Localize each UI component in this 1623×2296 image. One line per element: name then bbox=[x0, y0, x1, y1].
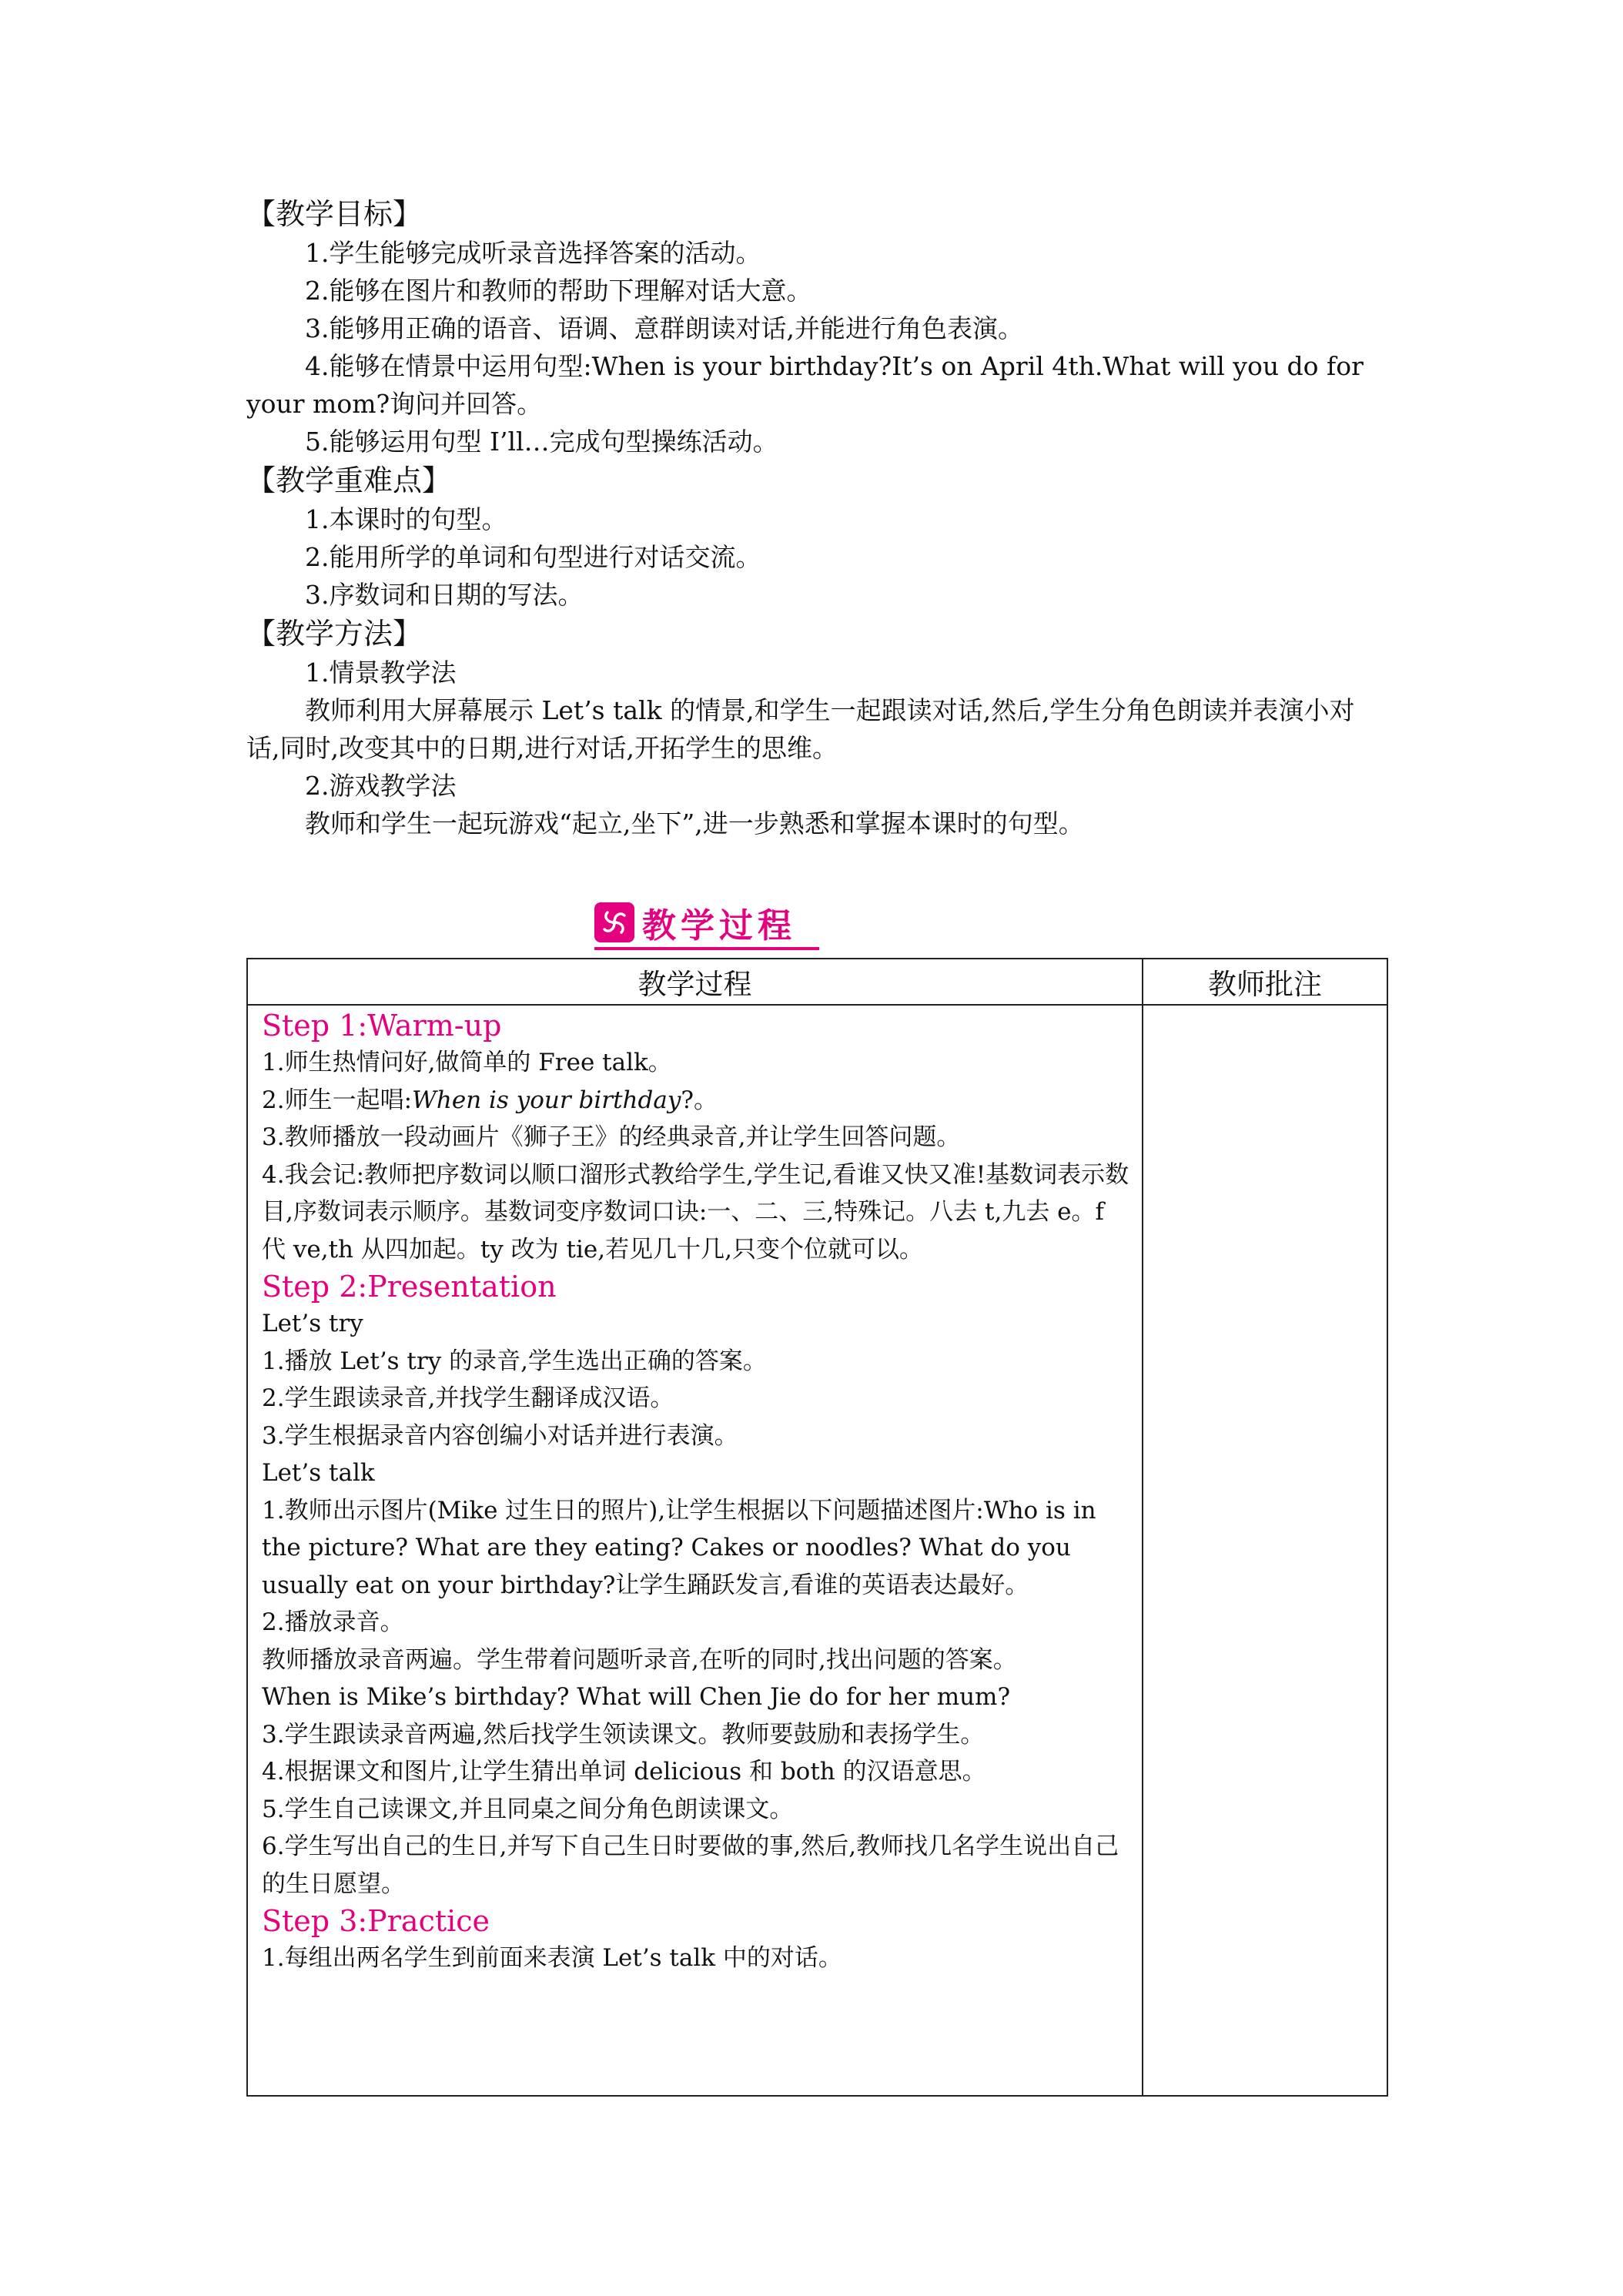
key-point-item: 2.能用所学的单词和句型进行对话交流。 bbox=[305, 542, 761, 572]
method-text: 教师和学生一起玩游戏“起立,坐下”,进一步熟悉和掌握本课时的句型。 bbox=[305, 808, 1084, 838]
objectives-heading: 【教学目标】 bbox=[246, 197, 423, 231]
step-item: 1.教师出示图片(Mike 过生日的照片),让学生根据以下问题描述图片:Who is in the picture? What are they eating? Cakes or noodles? What do you usually eat on your birthday?让学生踊跃发言,看谁的英语表达最好。 bbox=[262, 1496, 1096, 1599]
step-item: 3.教师播放一段动画片《狮子王》的经典录音,并让学生回答问题。 bbox=[262, 1123, 961, 1151]
process-column-header: 教学过程 bbox=[247, 959, 1143, 1005]
step-item: 2.师生一起唱:When is your birthday?。 bbox=[262, 1086, 718, 1114]
step-heading: Step 1:Warm-up bbox=[262, 1009, 502, 1043]
step-heading: Step 3:Practice bbox=[262, 1904, 490, 1938]
objective-item: 2.能够在图片和教师的帮助下理解对话大意。 bbox=[305, 276, 812, 306]
objective-item: 5.能够运用句型 I’ll…完成句型操练活动。 bbox=[305, 427, 778, 457]
step-item: 5.学生自己读课文,并且同桌之间分角色朗读课文。 bbox=[262, 1795, 794, 1823]
process-cell bbox=[247, 1005, 1143, 2096]
step-item: 1.师生热情问好,做简单的 Free talk。 bbox=[262, 1049, 672, 1076]
step-item: When is Mike’s birthday? What will Chen Jie do for her mum? bbox=[262, 1683, 1011, 1711]
lesson-sections bbox=[246, 194, 1386, 842]
key-points-heading: 【教学重难点】 bbox=[246, 464, 452, 497]
step-item: 2.播放录音。 bbox=[262, 1608, 404, 1636]
step-item: 1.每组出两名学生到前面来表演 Let’s talk 中的对话。 bbox=[262, 1944, 842, 1972]
step-item: 4.根据课文和图片,让学生猜出单词 delicious 和 both 的汉语意思。 bbox=[262, 1758, 986, 1786]
methods-heading: 【教学方法】 bbox=[246, 617, 423, 651]
notes-column-header: 教师批注 bbox=[1143, 959, 1387, 1005]
step-item: 6.学生写出自己的生日,并写下自己生日时要做的事,然后,教师找几名学生说出自己的生日愿望。 bbox=[262, 1832, 1119, 1898]
step-item: 2.学生跟读录音,并找学生翻译成汉语。 bbox=[262, 1384, 674, 1412]
swirl-icon bbox=[594, 902, 634, 942]
step-item: 教师播放录音两遍。学生带着问题听录音,在听的同时,找出问题的答案。 bbox=[262, 1645, 1017, 1674]
step-heading: Step 2:Presentation bbox=[262, 1270, 557, 1304]
objective-item: 3.能够用正确的语音、语调、意群朗读对话,并能进行角色表演。 bbox=[305, 313, 1023, 343]
method-title: 1.情景教学法 bbox=[305, 658, 457, 688]
method-text: 教师利用大屏幕展示 Let’s talk 的情景,和学生一起跟读对话,然后,学生分角色朗读并表演小对话,同时,改变其中的日期,进行对话,开拓学生的思维。 bbox=[246, 695, 1355, 763]
step-item: 4.我会记:教师把序数词以顺口溜形式教给学生,学生记,看谁又快又准!基数词表示数目,序数词表示顺序。基数词变序数词口诀:一、二、三,特殊记。八去 t,九去 e。f 代 ve,th 从四加起。ty 改为 tie,若见几十几,只变个位就可以。 bbox=[262, 1160, 1129, 1263]
objective-item: 1.学生能够完成听录音选择答案的活动。 bbox=[305, 238, 761, 268]
song-title: When is your birthday bbox=[412, 1086, 681, 1114]
step-item: 3.学生根据录音内容创编小对话并进行表演。 bbox=[262, 1421, 738, 1450]
method-title: 2.游戏教学法 bbox=[305, 771, 457, 801]
process-table bbox=[246, 958, 1388, 2097]
step-item: 1.播放 Let’s try 的录音,学生选出正确的答案。 bbox=[262, 1347, 767, 1375]
objective-item: 4.能够在情景中运用句型:When is your birthday?It’s on April 4th.What will you do for your mom?询问并回答。 bbox=[246, 351, 1364, 419]
step-item: 3.学生跟读录音两遍,然后找学生领读课文。教师要鼓励和表扬学生。 bbox=[262, 1720, 985, 1749]
subsection-label: Let’s talk bbox=[262, 1459, 375, 1487]
key-point-item: 3.序数词和日期的写法。 bbox=[305, 580, 584, 610]
key-point-item: 1.本课时的句型。 bbox=[305, 504, 507, 534]
subsection-label: Let’s try bbox=[262, 1310, 363, 1337]
process-banner bbox=[594, 898, 819, 950]
process-banner-label: 教学过程 bbox=[642, 906, 796, 946]
teacher-notes-cell bbox=[1143, 1005, 1387, 2096]
